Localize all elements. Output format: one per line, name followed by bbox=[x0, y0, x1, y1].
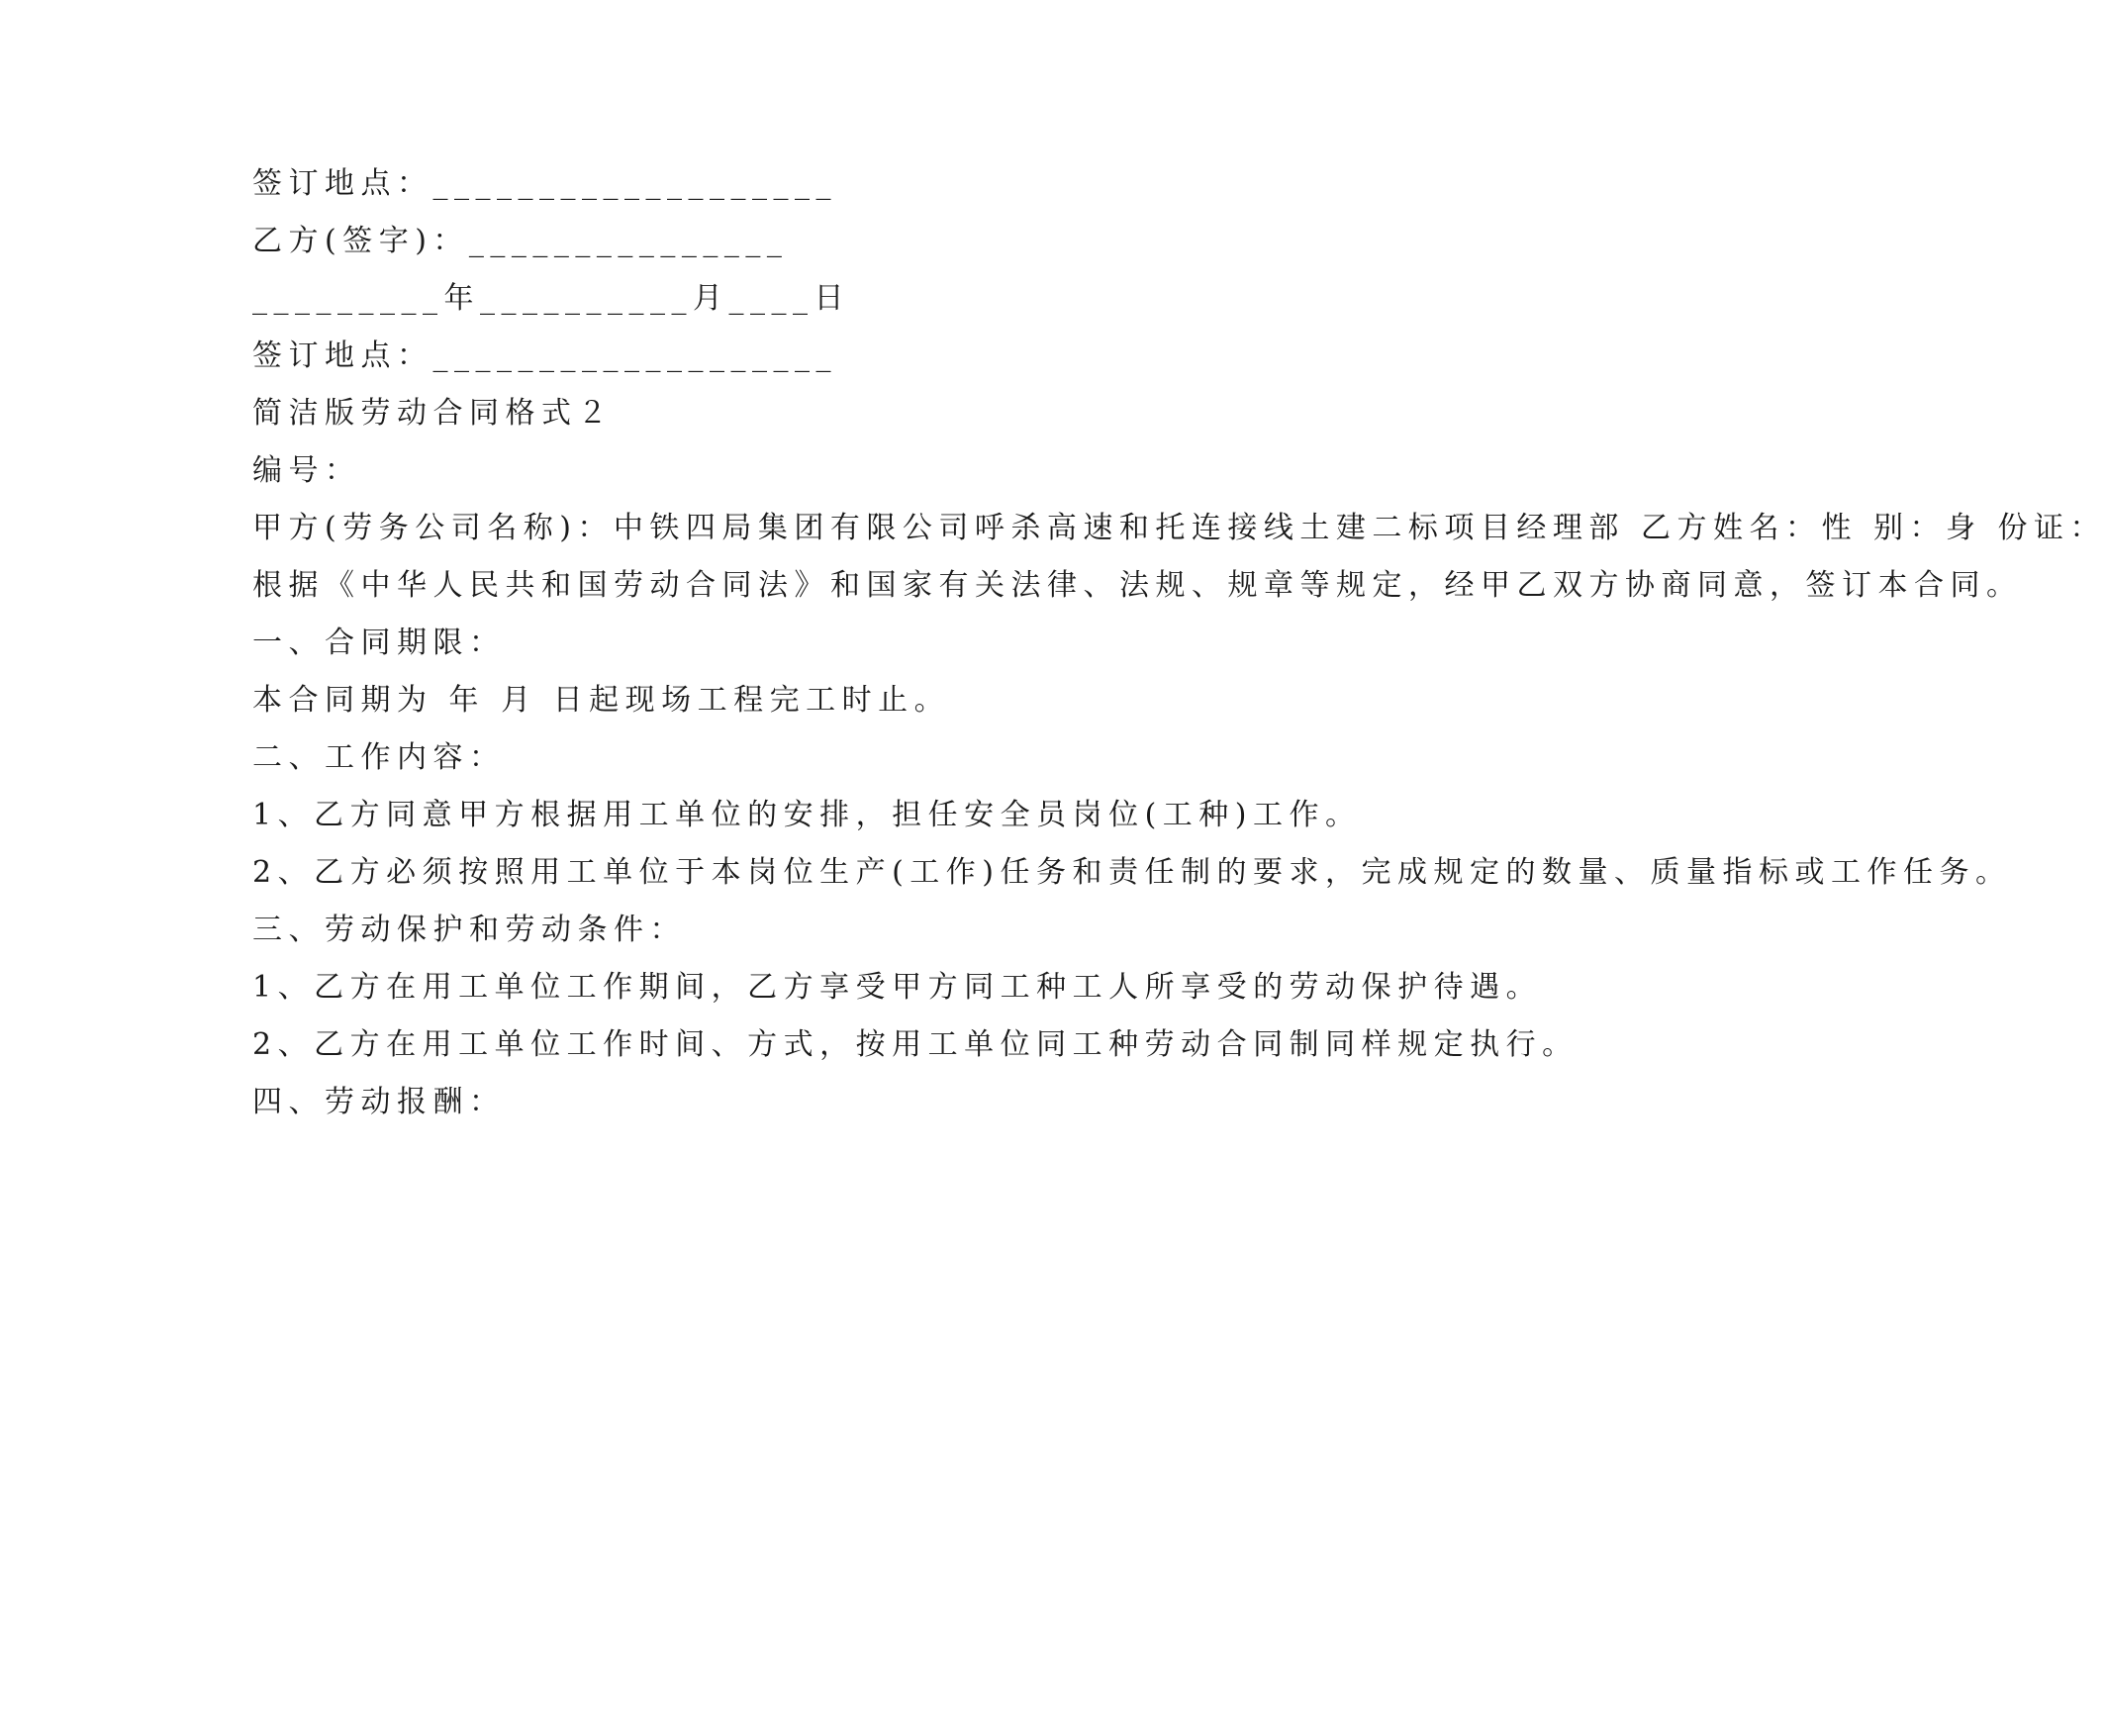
section-heading-work: 二、工作内容： bbox=[252, 740, 506, 775]
party-b-signature-line: 乙方(签字)：_______________ bbox=[252, 224, 789, 258]
term-paragraph: 本合同期为 年 月 日起现场工程完工时止。 bbox=[252, 683, 951, 718]
work-clause-2: 2、乙方必须按照用工单位于本岗位生产(工作)任务和责任制的要求，完成规定的数量、质量指标或工作任务。 bbox=[252, 855, 2012, 890]
legal-basis-paragraph: 根据《中华人民共和国劳动合同法》和国家有关法律、法规、规章等规定，经甲乙双方协商同意，签订本合同。 bbox=[252, 568, 2023, 603]
section-heading-term: 一、合同期限： bbox=[252, 626, 506, 660]
document-title: 简洁版劳动合同格式２ bbox=[252, 396, 614, 431]
contract-number: 编号： bbox=[252, 453, 361, 488]
section-heading-remuneration: 四、劳动报酬： bbox=[252, 1085, 506, 1119]
protection-clause-2: 2、乙方在用工单位工作时间、方式，按用工单位同工种劳动合同制同样规定执行。 bbox=[252, 1027, 1579, 1062]
section-heading-protection: 三、劳动保护和劳动条件： bbox=[252, 913, 686, 947]
signing-place-line: 签订地点：___________________ bbox=[252, 166, 837, 201]
protection-clause-1: 1、乙方在用工单位工作期间，乙方享受甲方同工种工人所享受的劳动保护待遇。 bbox=[252, 970, 1543, 1005]
work-clause-1: 1、乙方同意甲方根据用工单位的安排，担任安全员岗位(工种)工作。 bbox=[252, 798, 1362, 832]
date-line: _________年__________月____日 bbox=[252, 281, 850, 316]
document-body bbox=[186, 155, 2106, 1131]
signing-place-line-2: 签订地点：___________________ bbox=[252, 338, 837, 373]
party-a-paragraph: 甲方(劳务公司名称)：中铁四局集团有限公司呼杀高速和托连接线土建二标项目经理部 乙方姓名：性 别：身 份证： bbox=[252, 511, 2106, 545]
